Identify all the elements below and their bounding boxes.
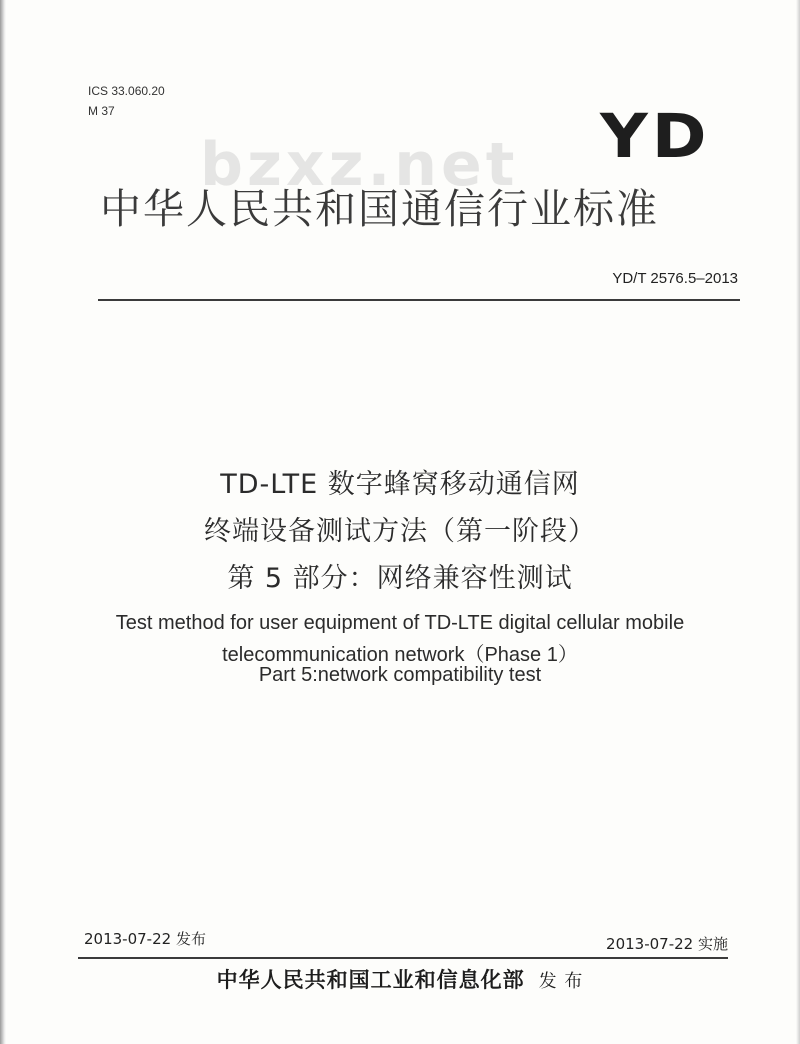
header-divider (98, 299, 740, 301)
implement-date: 2013-07-22 实施 (606, 935, 728, 953)
issuer-name: 中华人民共和国工业和信息化部 (216, 967, 525, 992)
footer-divider (78, 957, 728, 959)
english-title-line-2: telecommunication network（Phase 1） (222, 644, 578, 666)
english-title-line-3: Part 5:network compatibility test (258, 664, 542, 686)
issuer-suffix: 发 布 (538, 971, 584, 992)
issuing-authority (0, 964, 800, 994)
chinese-title-line-2: 终端设备测试方法（第一阶段） (204, 516, 596, 547)
chinese-title-line-1: TD-LTE 数字蜂窝移动通信网 (220, 469, 580, 500)
publish-date: 2013-07-22 发布 (84, 930, 206, 948)
yd-logo: YD (600, 101, 711, 172)
chinese-title-line-3: 第 5 部分：网络兼容性测试 (227, 563, 573, 594)
standard-category-title: 中华人民共和国通信行业标准 (100, 185, 659, 233)
clc-code: M 37 (88, 104, 115, 118)
watermark: bzxz.net (200, 130, 519, 200)
standard-number: YD/T 2576.5–2013 (612, 270, 738, 287)
english-title-line-1: Test method for user equipment of TD-LTE digital cellular mobile (115, 612, 685, 634)
ics-code: ICS 33.060.20 (88, 84, 165, 98)
